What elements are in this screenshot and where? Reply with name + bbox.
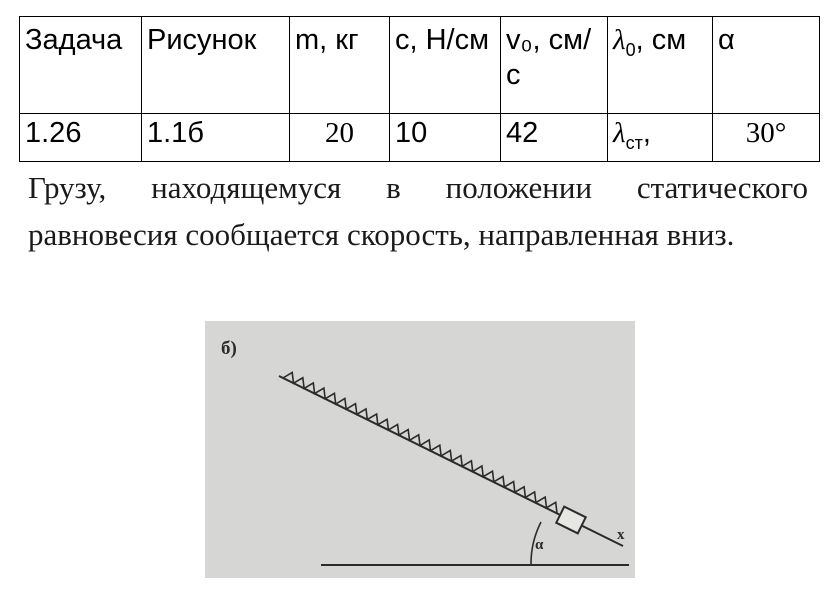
spring-incline-figure xyxy=(205,321,635,578)
lambda-unit: , см xyxy=(635,24,687,56)
axis-label: x xyxy=(617,527,625,543)
header-task: Задача xyxy=(20,17,142,114)
problem-statement: Грузу, находящемуся в положении статического равновесия сообщается скорость, направленная вниз. xyxy=(28,170,808,252)
angle-label: α xyxy=(535,537,544,553)
cell-velocity: 42 xyxy=(501,114,608,162)
cell-angle: 30° xyxy=(713,114,820,162)
lambda-subscript: 0 xyxy=(625,39,636,60)
lambda-symbol: λ xyxy=(613,117,626,149)
task-parameters-table xyxy=(19,16,820,162)
cell-stiffness: 10 xyxy=(390,114,501,162)
header-mass: m, кг xyxy=(290,17,390,114)
header-stiffness: с, Н/см xyxy=(390,17,501,114)
header-angle: α xyxy=(713,17,820,114)
panel-label: б) xyxy=(221,338,237,359)
lambda-symbol: λ xyxy=(613,24,626,56)
cell-figure: 1.1б xyxy=(142,114,290,162)
cell-task: 1.26 xyxy=(20,114,142,162)
cell-mass: 20 xyxy=(290,114,390,162)
header-lambda xyxy=(608,17,713,114)
header-figure: Рисунок xyxy=(142,17,290,114)
table-header-row xyxy=(20,17,820,114)
lambda-tail: , xyxy=(642,117,651,149)
header-velocity: v₀, см/с xyxy=(501,17,608,114)
cell-lambda xyxy=(608,114,713,162)
spring-incline-diagram xyxy=(205,321,635,578)
lambda-subscript: ст xyxy=(625,132,643,153)
figure-background xyxy=(205,321,635,578)
table-row xyxy=(20,114,820,162)
